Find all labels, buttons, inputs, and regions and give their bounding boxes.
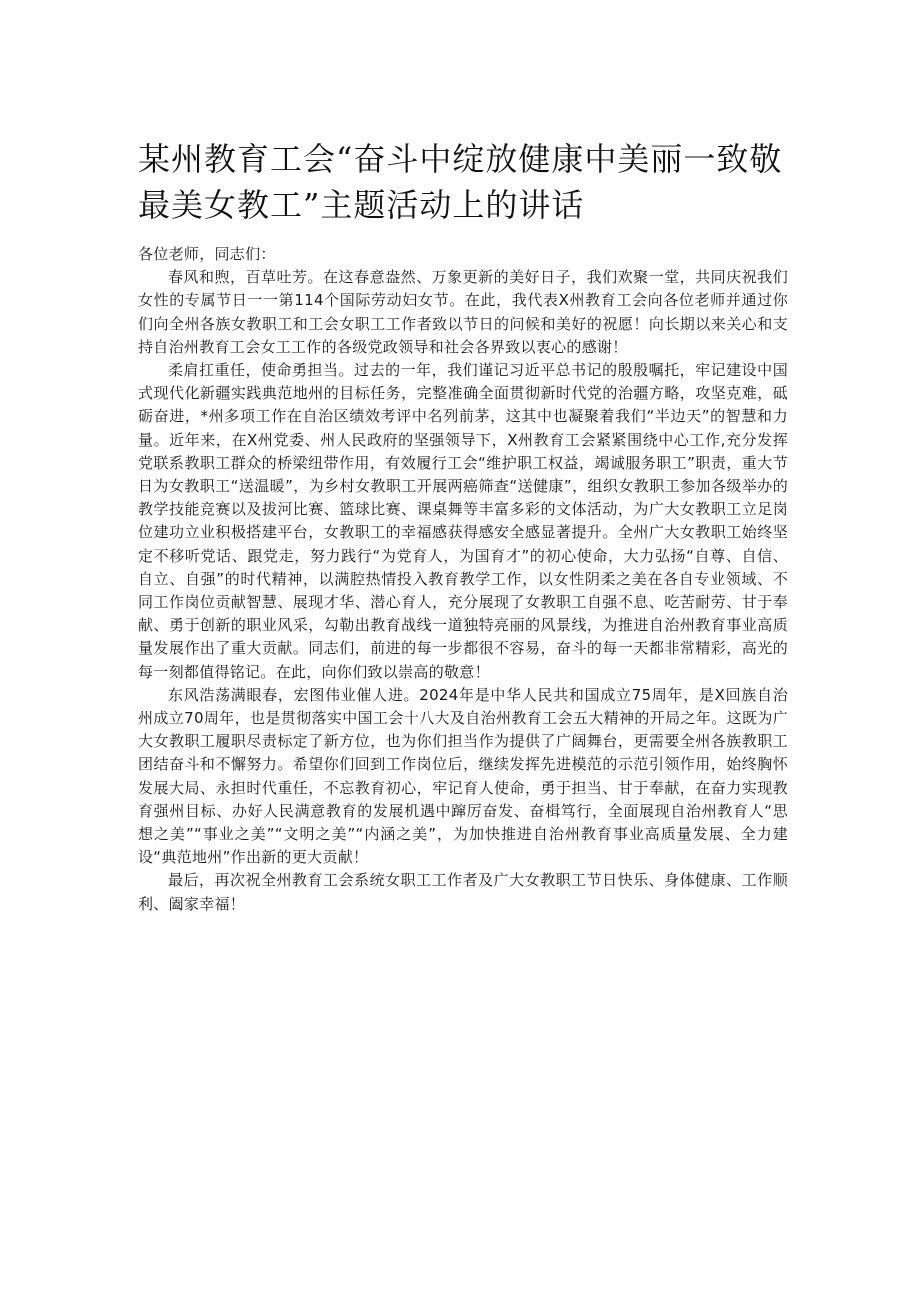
paragraph: 柔肩扛重任，使命勇担当。过去的一年，我们谨记习近平总书记的殷殷嘱托，牢记建设中国式现代化新疆实践典范地州的目标任务，完整准确全面贯彻新时代党的治疆方略，攻坚克难，砥砺奋进，*州多项工作在自治区绩效考评中名列前茅，这其中也凝聚着我们“半边天”的智慧和力量。近年来，在X州党委、州人民政府的坚强领导下，X州教育工会紧紧围绕中心工作,充分发挥党联系教职工群众的桥梁纽带作用，有效履行工会“维护职工权益，竭诚服务职工”职责，重大节日为女教职工“送温暖”，为乡村女教职工开展两癌筛查“送健康”，组织女教职工参加各级举办的教学技能竞赛以及拔河比赛、篮球比赛、课桌舞等丰富多彩的文体活动，为广大女教职工立足岗位建功立业积极搭建平台，女教职工的幸福感获得感安全感显著提升。全州广大女教职工始终坚定不移听党话、跟党走，努力践行“为党育人，为国育才”的初心使命，大力弘扬“自尊、自信、自立、自强”的时代精神，以满腔热情投入教育教学工作，以女性阴柔之美在各自专业领域、不同工作岗位贡献智慧、展现才华、潜心育人，充分展现了女教职工自强不息、吃苦耐劳、甘于奉献、勇于创新的职业风采，勾勒出教育战线一道独特亮丽的风景线，为推进自治州教育事业高质量发展作出了重大贡献。同志们，前进的每一步都很不容易，奋斗的每一天都非常精彩，高光的每一刻都值得铭记。在此，向你们致以崇高的敬意！ (138, 361, 788, 681)
document-title: 某州教育工会“奋斗中绽放健康中美丽一致敬最美女教工”主题活动上的讲话 (138, 140, 783, 224)
paragraph: 春风和煦，百草吐芳。在这春意盎然、万象更新的美好日子，我们欢聚一堂，共同庆祝我们女性的专属节日一一第114个国际劳动妇女节。在此，我代表X州教育工会向各位老师并通过你们向全州各族女教职工和工会女职工工作者致以节日的问候和美好的祝愿！向长期以来关心和支持自治州教育工会女工工作的各级党政领导和社会各界致以衷心的感谢！ (138, 268, 788, 356)
paragraph: 东风浩荡满眼春，宏图伟业催人进。2024年是中华人民共和国成立75周年，是X回族自治州成立70周年，也是贯彻落实中国工会十八大及自治州教育工会五大精神的开局之年。这既为广大女教职工履职尽责标定了新方位，也为你们担当作为提供了广阔舞台，更需要全州各族教职工团结奋斗和不懈努力。希望你们回到工作岗位后，继续发挥先进模范的示范引领作用，始终胸怀发展大局、永担时代重任，不忘教育初心，牢记育人使命，勇于担当、甘于奉献，在奋力实现教育强州目标、办好人民满意教育的发展机遇中蹿厉奋发、奋楫笃行，全面展现自治州教育人“思想之美”“事业之美”“文明之美”“内涵之美”，为加快推进自治州教育事业高质量发展、全力建设“典范地州”作出新的更大贡献！ (138, 685, 788, 867)
paragraph: 最后，再次祝全州教育工会系统女职工工作者及广大女教职工节日快乐、身体健康、工作顺利、阖家幸福！ (138, 871, 788, 913)
document-body (138, 243, 788, 916)
salutation: 各位老师，同志们： (138, 245, 276, 263)
